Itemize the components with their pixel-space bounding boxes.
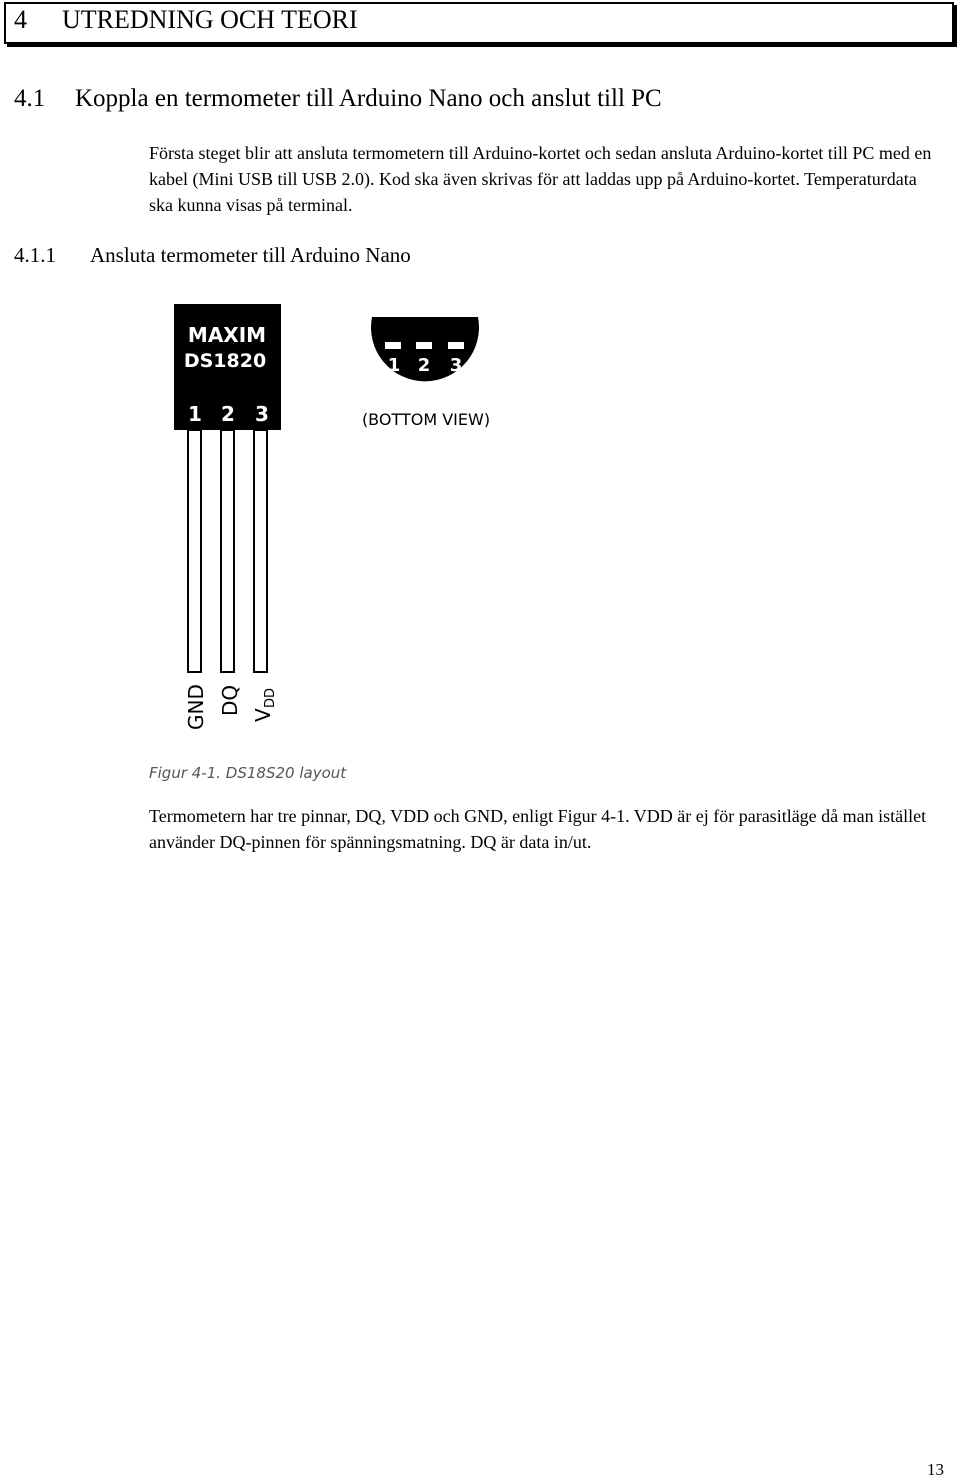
pin-label-vdd-subscript: DD (263, 687, 278, 708)
chip-brand-label: MAXIM (187, 323, 267, 347)
chip-pin-3-label: 3 (255, 402, 269, 426)
chapter-heading (14, 6, 358, 34)
pin-lead-vdd (254, 430, 267, 672)
chip-pin-1-label: 1 (188, 402, 202, 426)
pinout-diagram (165, 298, 515, 738)
intro-paragraph: Första steget blir att ansluta termometern till Arduino-kortet och sedan ansluta Arduino-kortet till PC med en kabel (Mini USB till USB 2.0). Kod ska även skrivas för att laddas upp på Arduino-kortet. Temperaturdata ska kunna visas på terminal. (149, 143, 932, 215)
pin-label-gnd: GND (184, 684, 208, 730)
bottom-pin-2-label: 2 (417, 355, 431, 376)
subsection-heading (14, 242, 411, 268)
chip-pin-2-label: 2 (221, 402, 235, 426)
bottom-pin-pad-2 (416, 342, 432, 349)
page-number: 13 (927, 1460, 944, 1479)
body-paragraph: Termometern har tre pinnar, DQ, VDD och GND, enligt Figur 4-1. VDD är ej för parasitläge då man istället använder DQ-pinnen för spänningsmatning. DQ är data in/ut. (149, 806, 927, 852)
pin-label-vdd-main: V (251, 708, 275, 722)
section-heading (14, 84, 662, 114)
chip-model-label: DS1820 (183, 350, 267, 372)
subsection-title: Ansluta termometer till Arduino Nano (90, 243, 411, 267)
bottom-pin-3-label: 3 (449, 355, 463, 376)
chapter-title: UTREDNING OCH TEORI (62, 5, 358, 34)
subsection-number: 4.1.1 (14, 243, 56, 267)
section-number: 4.1 (14, 85, 46, 112)
section-title: Koppla en termometer till Arduino Nano och anslut till PC (75, 85, 662, 112)
pin-label-dq: DQ (218, 684, 242, 716)
pin-label-vdd (251, 688, 278, 722)
ds1820-pinout-figure (165, 298, 515, 738)
bottom-pin-pad-1 (385, 342, 401, 349)
bottom-pin-1-label: 1 (387, 355, 401, 376)
bottom-view-label: (BOTTOM VIEW) (361, 410, 491, 429)
pin-lead-dq (221, 430, 234, 672)
figure-caption: Figur 4-1. DS18S20 layout (149, 764, 347, 782)
chapter-number: 4 (14, 5, 27, 34)
bottom-pin-pad-3 (448, 342, 464, 349)
pin-lead-gnd (188, 430, 201, 672)
